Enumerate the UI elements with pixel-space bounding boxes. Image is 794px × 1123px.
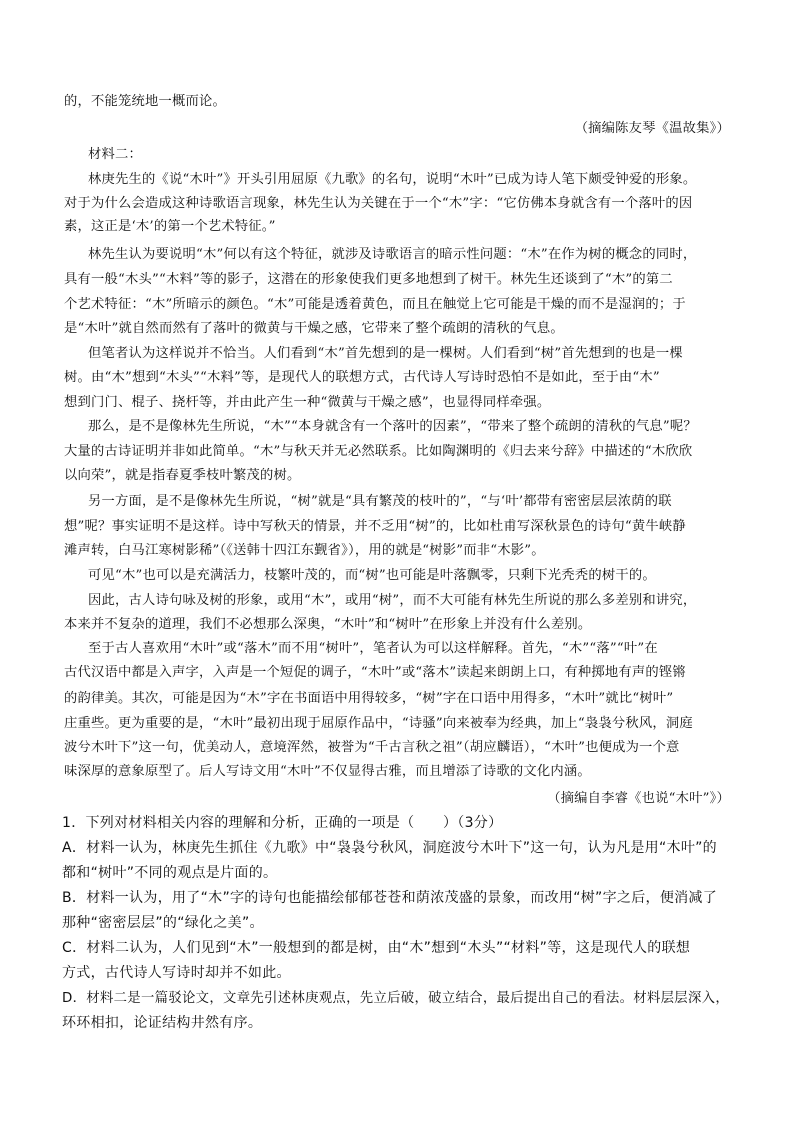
passage-line: 因此，古人诗句咏及树的形象，或用“木”，或用“树”，而不大可能有林先生所说的那么多差别和讲究， bbox=[88, 593, 697, 608]
passage-line: 林庚先生的《说“木叶”》开头引用屈原《九歌》的名句，说明“木叶”已成为诗人笔下颇受钟爱的形象。 bbox=[88, 172, 697, 187]
option-d: D．材料二是一篇驳论文，文章先引述林庚观点，先立后破，破立结合，最后提出自己的看法。材料层层深入， bbox=[62, 991, 730, 1006]
passage-line: 至于古人喜欢用“木叶”或“落木”而不用“树叶”，笔者认为可以这样解释。首先，“木”“落”“叶”在 bbox=[88, 641, 658, 656]
passage-line: 滩声转，白马江寒树影稀”（《送韩十四江东觐省》），用的就是“树影”而非“木影”。 bbox=[64, 543, 545, 558]
passage-line: 林先生认为要说明“木”何以有这个特征，就涉及诗歌语言的暗示性问题：“木”在作为树的概念的同时， bbox=[88, 247, 697, 262]
option-c: C．材料二认为，人们见到“木”一般想到的都是树，由“木”想到“木头”“材料”等，这是现代人的联想 bbox=[62, 940, 691, 956]
passage-line: 古代汉语中都是入声字，入声是一个短促的调子，“木叶”或“落木”读起来朗朗上口，有种掷地有声的铿锵 bbox=[64, 665, 686, 680]
passage-line: 想到门门、棍子、挠杆等，并由此产生一种“微黄与干燥之感”，也显得同样牵强。 bbox=[64, 395, 551, 410]
passage-line: 以向荣”，就是指春夏季枝叶繁茂的树。 bbox=[64, 468, 301, 483]
passage-line: 树。由“木”想到“木头”“木料”等，是现代人的联想方式，古代诗人写诗时恐怕不是如此，至于由“木” bbox=[64, 370, 660, 385]
option-c-continued: 方式，古代诗人写诗时却并不如此。 bbox=[62, 965, 291, 981]
passage-line: 味深厚的意象原型了。后人写诗文用“木叶”不仅显得古雅，而且增添了诗歌的文化内涵。 bbox=[64, 764, 591, 779]
passage-line: 大量的古诗证明并非如此简单。“木”与秋天并无必然联系。比如陶渊明的《归去来兮辞》中描述的“木欣欣 bbox=[64, 444, 693, 459]
option-d-continued: 环环相扣，论证结构井然有序。 bbox=[62, 1015, 263, 1031]
question-stem: 1．下列对材料相关内容的理解和分析，正确的一项是（ ）（3分） bbox=[62, 815, 503, 831]
passage-line: 可见“木”也可以是充满活力，枝繁叶茂的，而“树”也可能是叶落飘零，只剩下光秃秃的树干的。 bbox=[88, 568, 656, 583]
passage-line: 但笔者认为这样说并不恰当。人们看到“木”首先想到的是一棵树。人们看到“树”首先想到的也是一棵 bbox=[88, 346, 683, 361]
passage-line: 庄重些。更为重要的是，“木叶”最初出现于屈原作品中，“诗骚”向来被奉为经典，加上“袅袅兮秋风，洞庭 bbox=[64, 716, 693, 731]
passage-line: 的，不能笼统地一概而论。 bbox=[64, 94, 226, 109]
option-b-continued: 那种“密密层层”的“绿化之美”。 bbox=[62, 915, 264, 931]
passage-line: 个艺术特征：“木”所暗示的颜色。“木”可能是透着黄色，而且在触觉上它可能是干燥的而不是湿润的；于 bbox=[64, 297, 686, 312]
passage-line: 本来并不复杂的道理，我们不必想那么深奥，“木叶”和“树叶”在形象上并没有什么差别。 bbox=[64, 617, 592, 632]
passage-line: 那么，是不是像林先生所说，“木”“本身就含有一个落叶的因素”，“带来了整个疏朗的清秋的气息”呢？ bbox=[88, 419, 697, 434]
passage-line: 素，这正是‘木’的第一个艺术特征。” bbox=[64, 219, 276, 234]
passage-line: 另一方面，是不是像林先生所说，“树”就是“具有繁茂的枝叶的”，“与‘叶’都带有密密层层浓荫的联 bbox=[88, 494, 672, 509]
passage-line: 波兮木叶下”这一句，优美动人，意境浑然，被誉为“千古言秋之祖”（胡应麟语），“木叶”也便成为一个意 bbox=[64, 740, 680, 755]
source-citation: （摘编陈友琴《温故集》） bbox=[574, 121, 730, 136]
passage-line: 是“木叶”就自然而然有了落叶的微黄与干燥之感，它带来了整个疏朗的清秋的气息。 bbox=[64, 321, 564, 336]
option-a-continued: 都和“树叶”不同的观点是片面的。 bbox=[62, 865, 278, 881]
option-b: B．材料一认为，用了“木”字的诗句也能描绘郁郁苍苍和荫浓茂盛的景象，而改用“树”字之后，便消减了 bbox=[62, 890, 718, 906]
passage-line: 具有一般“木头”“木料”等的影子，这潜在的形象使我们更多地想到了树干。林先生还谈到了“木”的第二 bbox=[64, 272, 673, 287]
passage-line: 想”呢？事实证明不是这样。诗中写秋天的情景，并不乏用“树”的，比如杜甫写深秋景色的诗句“黄牛峡静 bbox=[64, 519, 686, 534]
option-a: A．材料一认为，林庚先生抓住《九歌》中“袅袅兮秋风，洞庭波兮木叶下”这一句，认为凡是用“木叶”的 bbox=[62, 840, 717, 856]
section-heading: 材料二： bbox=[88, 147, 142, 162]
source-citation: （摘编自李睿《也说“木叶”》） bbox=[547, 791, 730, 806]
passage-line: 的韵律美。其次，可能是因为“木”字在书面语中用得较多，“树”字在口语中用得多，“木叶”就比“树叶” bbox=[64, 691, 674, 706]
passage-line: 对于为什么会造成这种诗歌语言现象，林先生认为关键在于一个“木”字：“它仿佛本身就含有一个落叶的因 bbox=[64, 196, 693, 211]
